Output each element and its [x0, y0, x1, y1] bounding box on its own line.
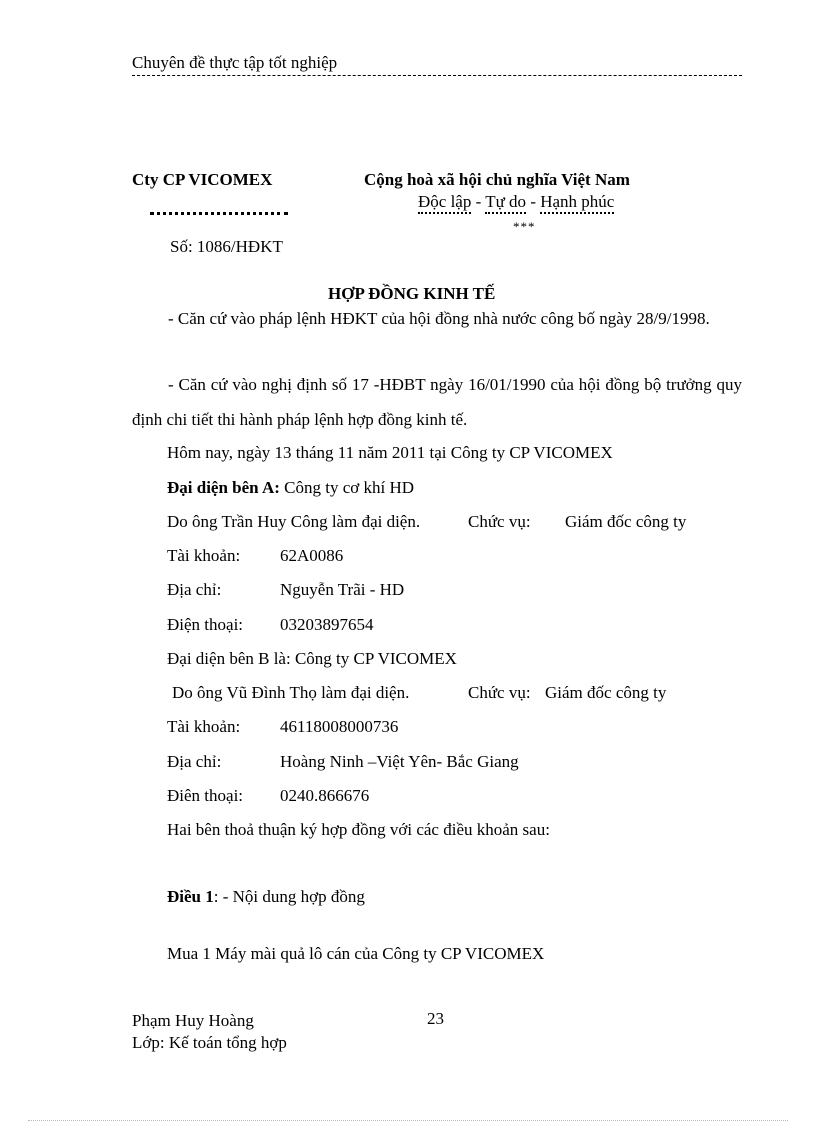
date-line: Hôm nay, ngày 13 tháng 11 năm 2011 tại Công ty CP VICOMEX [167, 443, 613, 462]
party-a-account-label: Tài khoản: [167, 546, 241, 565]
party-a-address-row [167, 580, 404, 600]
company-underline [150, 212, 288, 215]
party-b-position: Giám đốc công ty [545, 683, 667, 702]
party-a-label: Đại diện bên A: [167, 478, 280, 497]
company-name: Cty CP VICOMEX [132, 170, 273, 189]
motto-separator-2: - [526, 192, 541, 211]
party-b-address: Hoàng Ninh –Việt Yên- Bắc Giang [280, 752, 519, 771]
party-a-name: Công ty cơ khí HD [284, 478, 415, 497]
basis-paragraph-1: - Căn cứ vào pháp lệnh HĐKT của hội đồng nhà nước công bố ngày 28/9/1998. [168, 309, 710, 328]
footer-author: Phạm Huy Hoàng [132, 1011, 254, 1030]
party-b-account-row [167, 717, 398, 737]
article-1-heading [167, 887, 365, 907]
motto-separator-1: - [471, 192, 486, 211]
contract-title: HỢP ĐỒNG KINH TẾ [328, 284, 496, 303]
party-a-account: 62A0086 [280, 546, 344, 565]
party-a-heading [167, 478, 414, 498]
party-b-representative: Do ông Vũ Đình Thọ làm đại diện. [172, 683, 410, 702]
article-1-label: Điều 1 [167, 887, 214, 906]
running-header-title: Chuyên đề thực tập tốt nghiệp [132, 53, 338, 72]
national-motto [418, 192, 614, 212]
contract-number: Số: 1086/HĐKT [170, 237, 283, 256]
party-b-account-label: Tài khoản: [167, 717, 241, 736]
party-b-phone-label: Điên thoại: [167, 786, 244, 805]
party-b-address-label: Địa chỉ: [167, 752, 222, 771]
party-a-position-label: Chức vụ: [468, 512, 531, 531]
party-b-phone: 0240.866676 [280, 786, 370, 805]
header-dashed-rule [132, 75, 742, 76]
party-b-account: 46118008000736 [280, 717, 399, 736]
motto-freedom: Tự do [485, 192, 526, 214]
party-a-phone-row [167, 615, 374, 635]
motto-independence: Độc lập [418, 192, 471, 214]
page-number: 23 [427, 1009, 444, 1028]
national-title: Cộng hoà xã hội chủ nghĩa Việt Nam [364, 170, 630, 189]
party-a-address-label: Địa chỉ: [167, 580, 222, 599]
party-a-account-row [167, 546, 343, 566]
party-a-address: Nguyễn Trãi - HD [280, 580, 405, 599]
party-a-representative: Do ông Trần Huy Công làm đại diện. [167, 512, 421, 531]
basis-paragraph-2: - Căn cứ vào nghị định số 17 -HĐBT ngày 16/01/1990 của hội đồng bộ trưởng quy định chi tiết thi hành pháp lệnh hợp đồng kinh tế. [132, 375, 742, 429]
article-1-title: : - Nội dung hợp đồng [213, 887, 365, 906]
party-b-phone-row [167, 786, 369, 806]
footer-class: Lớp: Kế toán tổng hợp [132, 1033, 287, 1052]
party-b-position-label: Chức vụ: [468, 683, 531, 702]
party-a-phone: 03203897654 [280, 615, 374, 634]
stars-ornament: *** [513, 219, 536, 234]
agreement-line: Hai bên thoả thuận ký hợp đồng với các điều khoản sau: [167, 820, 550, 839]
article-1-content: Mua 1 Máy mài quả lô cán của Công ty CP VICOMEX [167, 944, 545, 963]
party-b-address-row [167, 752, 519, 772]
page-bottom-rule [28, 1120, 788, 1121]
party-b-heading: Đại diện bên B là: Công ty CP VICOMEX [167, 649, 457, 668]
motto-happiness: Hạnh phúc [540, 192, 614, 214]
party-a-phone-label: Điện thoại: [167, 615, 244, 634]
party-a-position: Giám đốc công ty [565, 512, 687, 531]
